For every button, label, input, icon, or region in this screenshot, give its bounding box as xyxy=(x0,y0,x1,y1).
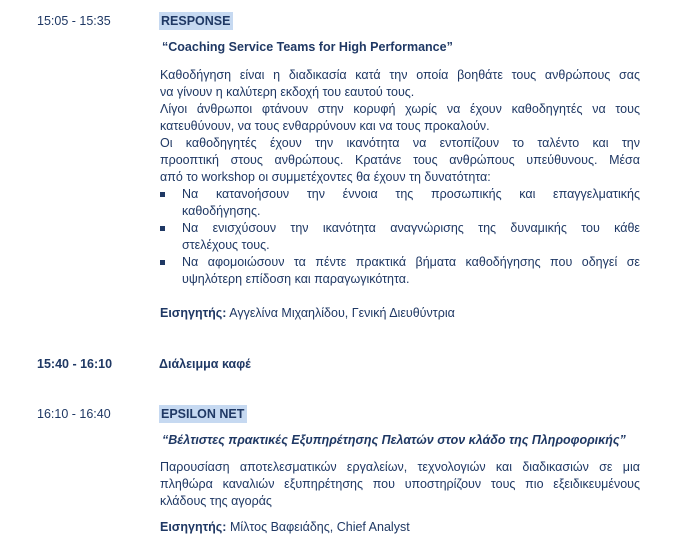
bullet-text: υψηλότερη επίδοση και παραγωγικότητα. xyxy=(182,272,410,286)
description-line: κλάδους της αγοράς xyxy=(160,494,272,508)
square-bullet-icon xyxy=(160,260,165,265)
description-line: Οι καθοδηγητές έχουν την ικανότητα να εντοπίζουν το ταλέντο και την xyxy=(160,136,640,150)
description-line: προοπτική στους ανθρώπους. Κρατάνε τους ανθρώπους υπεύθυνους. Μέσα xyxy=(160,153,640,167)
session-time: 16:10 - 16:40 xyxy=(37,407,111,421)
square-bullet-icon xyxy=(160,226,165,231)
bullet-item xyxy=(160,186,640,220)
session-description xyxy=(160,459,640,510)
square-bullet-icon xyxy=(160,192,165,197)
company-name: RESPONSE xyxy=(159,12,233,30)
description-line: πληθώρα καναλιών εξυπηρέτησης που υποστηρίζουν τους πιο εξειδικευμένους xyxy=(160,477,640,491)
speaker-label: Εισηγητής: xyxy=(160,520,227,534)
company-name: EPSILON NET xyxy=(159,405,247,423)
session-description xyxy=(160,67,640,288)
description-line: Λίγοι άνθρωποι φτάνουν στην κορυφή χωρίς να έχουν καθοδηγητές να τους xyxy=(160,102,640,116)
speaker-name: Αγγελίνα Μιχαηλίδου, Γενική Διευθύντρια xyxy=(226,306,455,320)
speaker xyxy=(160,520,410,534)
speaker-name: Μίλτος Βαφειάδης, Chief Analyst xyxy=(226,520,410,534)
description-line: Παρουσίαση αποτελεσματικών εργαλείων, τεχνολογιών και διαδικασιών σε μια xyxy=(160,460,640,474)
bullet-text: Να ενισχύσουν την ικανότητα αναγνώρισης της δυναμικής του κάθε xyxy=(182,221,640,235)
speaker-label: Εισηγητής: xyxy=(160,306,227,320)
bullet-text: Να κατανοήσουν την έννοια της προσωπικής και επαγγελματικής xyxy=(182,187,640,201)
description-line: να γίνουν η καλύτερη εκδοχή του εαυτού τους. xyxy=(160,85,415,99)
session-title: “Coaching Service Teams for High Performance” xyxy=(162,40,453,54)
bullet-text: καθοδήγησης. xyxy=(182,204,261,218)
description-line: Καθοδήγηση είναι η διαδικασία κατά την οποία βοηθάτε τους ανθρώπους σας xyxy=(160,68,640,82)
session-time: 15:05 - 15:35 xyxy=(37,14,111,28)
bullet-list xyxy=(160,186,640,288)
break-title: Διάλειμμα καφέ xyxy=(159,357,251,371)
bullet-text: Να αφομοιώσουν τα πέντε πρακτικά βήματα καθοδήγησης που οδηγεί σε xyxy=(182,255,640,269)
break-time: 15:40 - 16:10 xyxy=(37,357,113,371)
description-line: από το workshop οι συμμετέχοντες θα έχουν τη δυνατότητα: xyxy=(160,170,491,184)
description-line: κατευθύνουν, να τους ενθαρρύνουν και να τους προκαλούν. xyxy=(160,119,490,133)
session-title: “Βέλτιστες πρακτικές Εξυπηρέτησης Πελατών στον κλάδο της Πληροφορικής” xyxy=(162,433,626,447)
bullet-text: στελέχους τους. xyxy=(182,238,270,252)
bullet-item xyxy=(160,220,640,254)
speaker xyxy=(160,306,455,320)
bullet-item xyxy=(160,254,640,288)
